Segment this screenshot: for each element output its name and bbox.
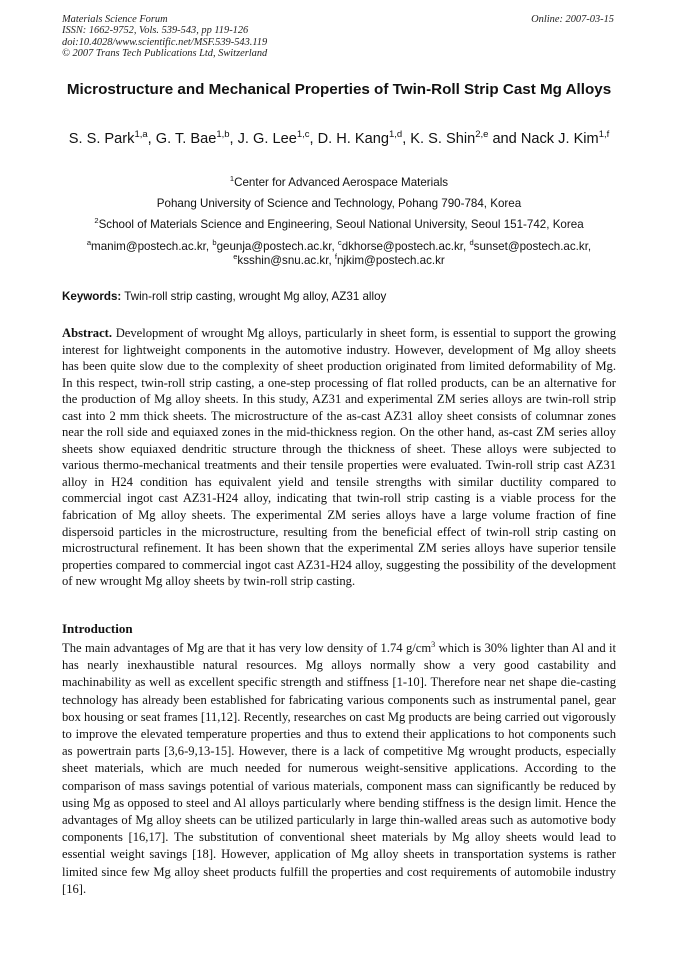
keywords-text: Twin-roll strip casting, wrought Mg alloy, AZ31 alloy [124, 290, 387, 303]
online-date: Online: 2007-03-15 [531, 14, 614, 25]
affiliation-text: School of Materials Science and Engineering, Seoul National University, Seoul 151-742, Korea [98, 218, 584, 231]
email-link[interactable]: manim@postech.ac.kr [91, 240, 206, 253]
abstract-label: Abstract. [62, 326, 113, 340]
keywords [62, 290, 616, 304]
affiliation-2 [62, 218, 616, 232]
journal-issn: ISSN: 1662-9752, Vols. 539-543, pp 119-126 [62, 25, 249, 37]
paper-title: Microstructure and Mechanical Properties of Twin-Roll Strip Cast Mg Alloys [66, 81, 612, 98]
keywords-label: Keywords: [62, 290, 122, 303]
author-name: G. T. Bae [155, 131, 217, 147]
email-link[interactable]: ksshin@snu.ac.kr [237, 254, 329, 267]
introduction-heading: Introduction [62, 621, 133, 636]
email-mark: a [86, 238, 92, 248]
intro-text-rest: which is 30% lighter than Al and it has nearly inexhaustible natural resources. Mg alloys normally show a very good castability and machinability as well as excellent specific strength and stiffness [1-10]. Therefore near net shape die-casting technology has already been established for fabricating various components such as instrumental panel, gear box housing or seat frames [11,12]. Recently, researches on cast Mg products are being carried out vigorously to improve the elevated temperature properties and thus to extend their applications to hot components such as powertrain parts [3,6-9,13-15]. However, there is a lack of competitive Mg wrought products, especially sheet materials, which are much needed for numerous weight-sensitive applications. According to the comparison of mass savings potential of various materials, component mass can significantly be reduced by using Mg as opposed to steel and Al alloys particularly where bending stiffness is the design limit. Hence the advantages of Mg alloy sheets can be utilized particularly in large thin-walled areas such as automotive body components [16,17]. The substitution of conventional sheet materials by Mg alloy sheets would lead to essential weight savings [18]. However, application of Mg alloy sheets in transportation systems is rather limited since few Mg alloy sheet products fulfill the properties and cost requirements of automobile industry [16]. [62, 641, 616, 896]
author-affiliation-mark: 1,c [296, 129, 310, 141]
author-name: K. S. Shin [410, 131, 476, 147]
email-link[interactable]: geunja@postech.ac.kr [216, 240, 332, 253]
affiliation-text: Center for Advanced Aerospace Materials [234, 176, 449, 189]
intro-text-start: The main advantages of Mg are that it has very low density of 1.74 g/cm [62, 641, 432, 655]
email-mark: c [337, 238, 342, 248]
abstract [62, 325, 616, 590]
author-affiliation-mark: 1,b [216, 129, 230, 141]
email-link[interactable]: njkim@postech.ac.kr [337, 254, 445, 267]
email-mark: b [212, 238, 217, 248]
author-affiliation-mark: 1,d [389, 129, 403, 141]
affiliation-1-institute [62, 176, 616, 190]
journal-header [62, 14, 267, 60]
email-mark: e [233, 252, 238, 262]
author-name: J. G. Lee [237, 131, 297, 147]
email-mark: d [469, 238, 474, 248]
author-affiliation-mark: 2,e [475, 129, 489, 141]
email-mark: f [334, 252, 337, 262]
author-name: Nack J. Kim [520, 131, 599, 147]
affiliation-1-university: Pohang University of Science and Technology, Pohang 790-784, Korea [156, 197, 522, 210]
intro-superscript: 3 [431, 639, 436, 649]
email-link[interactable]: dkhorse@postech.ac.kr [341, 240, 464, 253]
author-affiliation-mark: 1,a [134, 129, 148, 141]
email-list: $^a$manim@postech.ac.kr, $^b$geunja@postech.ac.kr, $^c$dkhorse@postech.ac.kr, $^d$sunset@postech.ac.kr, $^e$ksshin@snu.ac.kr, $^f$njkim@postech.ac.kr [86, 238, 592, 267]
affiliation-mark: 2 [94, 216, 99, 226]
abstract-text: Development of wrought Mg alloys, particularly in sheet form, is essential to support the growing interest for lightweight components in the automotive industry. However, development of Mg alloy sheets has been quite slow due to the complexity of sheet production originated from limited deformability of Mg. In this respect, twin-roll strip casting, a one-step processing of flat rolled products, can be an alternative for the production of Mg alloy sheets. In this study, AZ31 and experimental ZM series alloys are twin-roll strip cast into 2 mm thick sheets. The microstructure of the as-cast AZ31 alloy sheet consists of columnar zones near the roll side and equiaxed zones in the mid-thickness region. On the other hand, as-cast ZM series alloy sheets show equiaxed dendritic structure through the thickness of sheet. These alloys were subjected to various thermo-mechanical treatments and their tensile properties were evaluated. Twin-roll strip cast AZ31 alloy in H24 condition has equivalent yield and tensile strengths with similar ductility compared to commercial ingot cast AZ31-H24 alloy, indicating that twin-roll strip casting is a viable process for the fabrication of Mg alloy sheets. The experimental ZM series alloys have a large volume fraction of fine dispersoid particles in the microstructure, resulting from the beneficial effect of twin-roll strip casting on microstructural refinement. It has been shown that the experimental ZM series alloys have superior tensile properties compared to commercial ingot cast AZ31-H24 alloy, suggesting the possibility of the development of new wrought Mg alloy sheets by twin-roll strip casting. [62, 326, 616, 589]
author-name: S. S. Park [68, 131, 135, 147]
journal-name: Materials Science Forum [62, 14, 168, 25]
author-affiliation-mark: 1,f [598, 129, 610, 141]
author-name: D. H. Kang [317, 131, 389, 147]
author-list: S. S. Park$^{1,a}$, G. T. Bae$^{1,b}$, J. G. Lee$^{1,c}$, D. H. Kang$^{1,d}$, K. S. Shin$^{2,e}$ and Nack J. Kim$^{1,f}$ [68, 129, 610, 147]
journal-copyright: © 2007 Trans Tech Publications Ltd, Switzerland [62, 48, 268, 60]
email-link[interactable]: sunset@postech.ac.kr [473, 240, 588, 253]
affiliation-mark: 1 [229, 174, 235, 184]
journal-doi: doi:10.4028/www.scientific.net/MSF.539-543.119 [62, 36, 268, 48]
introduction-paragraph [62, 640, 616, 898]
